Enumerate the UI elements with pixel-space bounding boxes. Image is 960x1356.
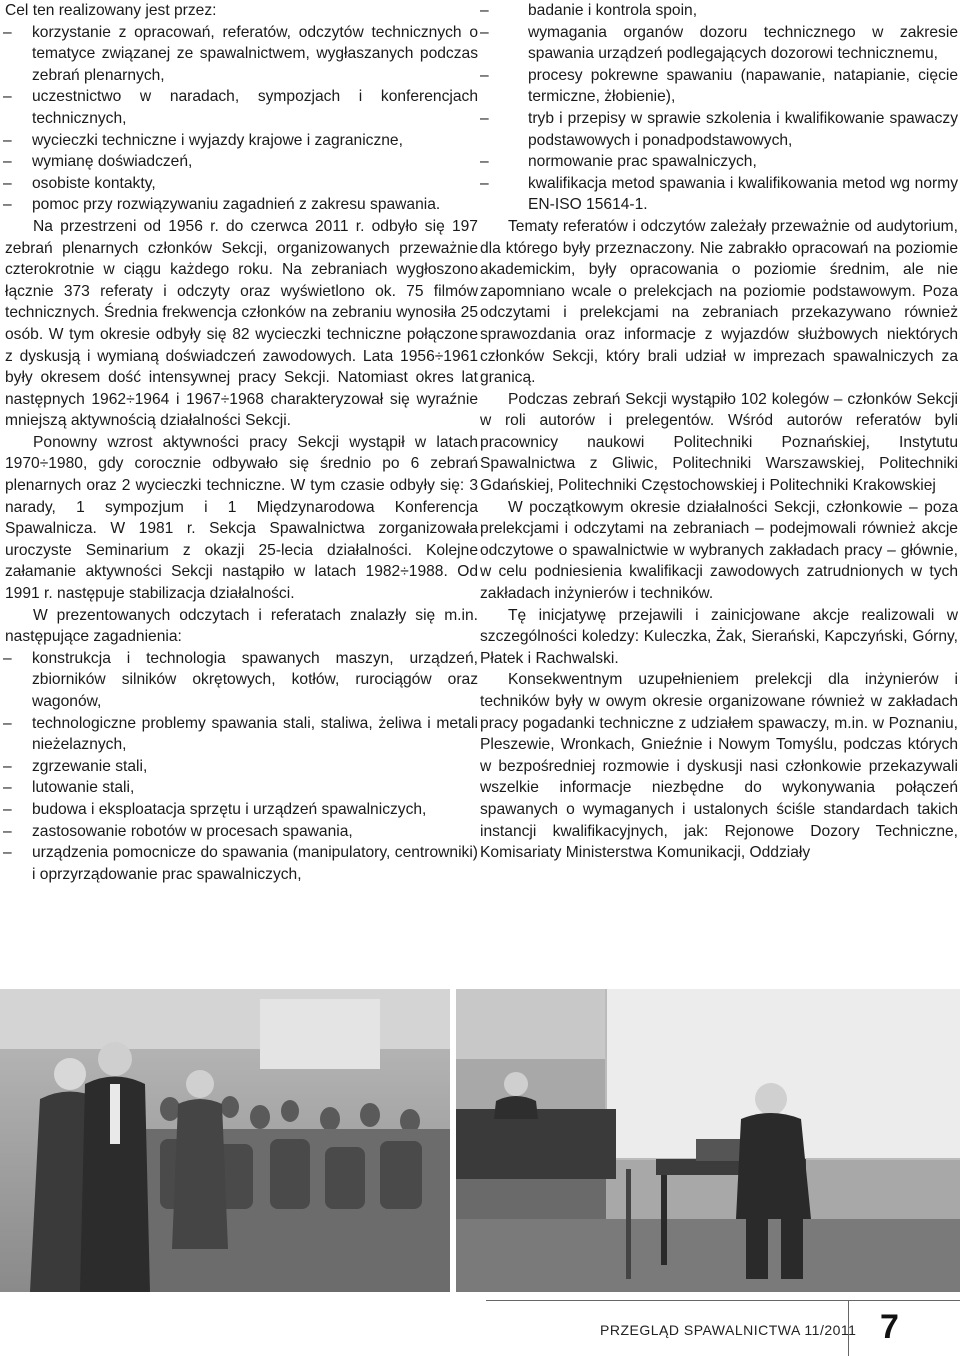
paragraph: Tę inicjatywę przejawili i zainicjowane akcje realizowali w szczególności koledzy: Kuleczka, Żak, Sierański, Kapczyński, Górny, Płatek i Rachwalski.: [480, 606, 958, 667]
list-item: – normowanie prac spawalniczych,: [504, 151, 958, 173]
list-item: – wymianę doświadczeń,: [0, 151, 478, 173]
list-item: – lutowanie stali,: [0, 777, 478, 799]
list-item: – wycieczki techniczne i wyjazdy krajowe i zagraniczne,: [0, 130, 478, 152]
page-footer: [0, 1300, 960, 1356]
goals-list: [0, 22, 478, 216]
page-number: 7: [880, 1308, 899, 1346]
list-item: – tryb i przepisy w sprawie szkolenia i kwalifikowanie spawaczy podstawowych i ponadpodstawowych,: [504, 108, 958, 151]
paragraph: W początkowym okresie działalności Sekcji, członkowie – poza prelekcjami i odczytami na zebraniach – podejmowali również akcje odczytowe o spawalnictwie w wybranych zakładach pracy – głównie, w celu podniesienia kwalifikacji zawodowych zatrudnionych w tych zakładach inżynierów i techników.: [480, 498, 958, 603]
list-item: – osobiste kontakty,: [0, 173, 478, 195]
list-item: – urządzenia pomocnicze do spawania (manipulatory, centrowniki) i oprzyrządowanie prac spawalniczych,: [0, 842, 478, 885]
list-item: – uczestnictwo w naradach, sympozjach i konferencjach technicznych,: [0, 86, 478, 129]
list-item: – korzystanie z opracowań, referatów, odczytów technicznych o tematyce związanej ze spawalnictwem, wygłaszanych podczas zebrań plenarnych,: [0, 22, 478, 87]
left-column: [0, 0, 478, 885]
list-item: – budowa i eksploatacja sprzętu i urządzeń spawalniczych,: [0, 799, 478, 821]
lecture-photo: [456, 989, 960, 1292]
topics-list: [0, 648, 478, 886]
right-column: [480, 0, 958, 864]
meeting-photo: [0, 989, 450, 1292]
list-item: – kwalifikacja metod spawania i kwalifikowania metod wg normy EN-ISO 15614-1.: [504, 173, 958, 216]
paragraph: Podczas zebrań Sekcji wystąpiło 102 kolegów – członków Sekcji w roli autorów i prelegentów. Wśród autorów referatów byli pracownicy naukowi Politechniki Poznańskiej, Instytutu Spawalnictwa z Gliwic, Politechniki Warszawskiej, Politechniki Gdańskiej, Politechniki Częstochowskiej i Politechniki Krakowskiej: [480, 390, 958, 495]
paragraph: W prezentowanych odczytach i referatach znalazły się m.in. następujące zagadnienia:: [5, 606, 478, 646]
paragraph: Na przestrzeni od 1956 r. do czerwca 2011 r. odbyło się 197 zebrań plenarnych członków Sekcji, organizowanych przeważnie czterokrotnie w ciągu każdego roku. Na zebraniach wygłoszono łącznie 373 referaty i odczyty oraz wyświetlono ok. 75 filmów technicznych. Średnia frekwencja członków na zebraniu wynosiła 25 osób. W tym okresie odbyły się 82 wycieczki techniczne połączone z dyskusją i wymianą doświadczeń zawodowych. Lata 1956÷1961 były okresem dość intensywnej pracy Sekcji. Natomiast okres lat następnych 1962÷1964 i 1967÷1968 charakteryzował się wyraźnie mniejszą aktywnością działalności Sekcji.: [5, 217, 478, 430]
paragraph: Konsekwentnym uzupełnieniem prelekcji dla inżynierów i techników były w owym okresie organizowane również w zakładach pracy pogadanki techniczne z udziałem spawaczy, m.in. w Poznaniu, Pleszewie, Wronkach, Gnieźnie i Nowym Tomyślu, podczas których w bezpośredniej rozmowie i dyskusji nasi członkowie przekazywali wszelkie informacje niezbędne do wykonywania połączeń spawanych o wymaganych i ustalonych ściśle standardach takich instancji kwalifikacyjnych, jak: Rejonowe Dozory Techniczne, Komisariaty Ministerstwa Komunikacji, Oddziały: [480, 671, 958, 862]
list-item: – procesy pokrewne spawaniu (napawanie, natapianie, cięcie termiczne, żłobienie),: [504, 65, 958, 108]
list-item: – zgrzewanie stali,: [0, 756, 478, 778]
paragraph: Tematy referatów i odczytów zależały przeważnie od audytorium, dla którego były przeznaczony. Nie zabrakło opracowań na poziomie akademickim, były opracowania o poziomie średnim, ale nie zapomniano wcale o prelekcjach na poziomie podstawowym. Poza odczytami i prelekcjami na zebraniach przekazywano również sprawozdania oraz informacje z wyjazdów służbowych niektórych członków Sekcji, który brali udział w imprezach spawalniczych za granicą.: [480, 217, 958, 387]
footer-rule: [486, 1300, 960, 1301]
list-item: – technologiczne problemy spawania stali, staliwa, żeliwa i metali nieżelaznych,: [0, 713, 478, 756]
intro-text: Cel ten realizowany jest przez:: [5, 2, 217, 19]
list-item: – badanie i kontrola spoin,: [504, 0, 958, 22]
paragraph: Ponowny wzrost aktywności pracy Sekcji wystąpił w latach 1970÷1980, gdy corocznie odbywało się średnio po 6 zebrań plenarnych oraz 2 wycieczki techniczne. W tym czasie odbyły się: 3 narady, 1 sympozjum i 1 Międzynarodowa Konferencja Spawalnicza. W 1981 r. Sekcja Spawalnictwa zorganizowała uroczyste Seminarium z okazji 25-lecia działalności. Kolejne załamanie aktywności Sekcji nastąpiło w latach 1982÷1988. Od 1991 r. następuje stabilizacja działalności.: [5, 433, 478, 603]
list-item: – konstrukcja i technologia spawanych maszyn, urządzeń, zbiorników silników okrętowych, kotłów, rurociągów oraz wagonów,: [0, 648, 478, 713]
list-item: – pomoc przy rozwiązywaniu zagadnień z zakresu spawania.: [0, 194, 478, 216]
list-item: – zastosowanie robotów w procesach spawania,: [0, 821, 478, 843]
list-item: – wymagania organów dozoru technicznego w zakresie spawania urządzeń podlegających dozorowi technicznemu,: [504, 22, 958, 65]
journal-title: PRZEGLĄD SPAWALNICTWA 11/2011: [600, 1322, 857, 1338]
topics-list-continued: [480, 0, 958, 216]
